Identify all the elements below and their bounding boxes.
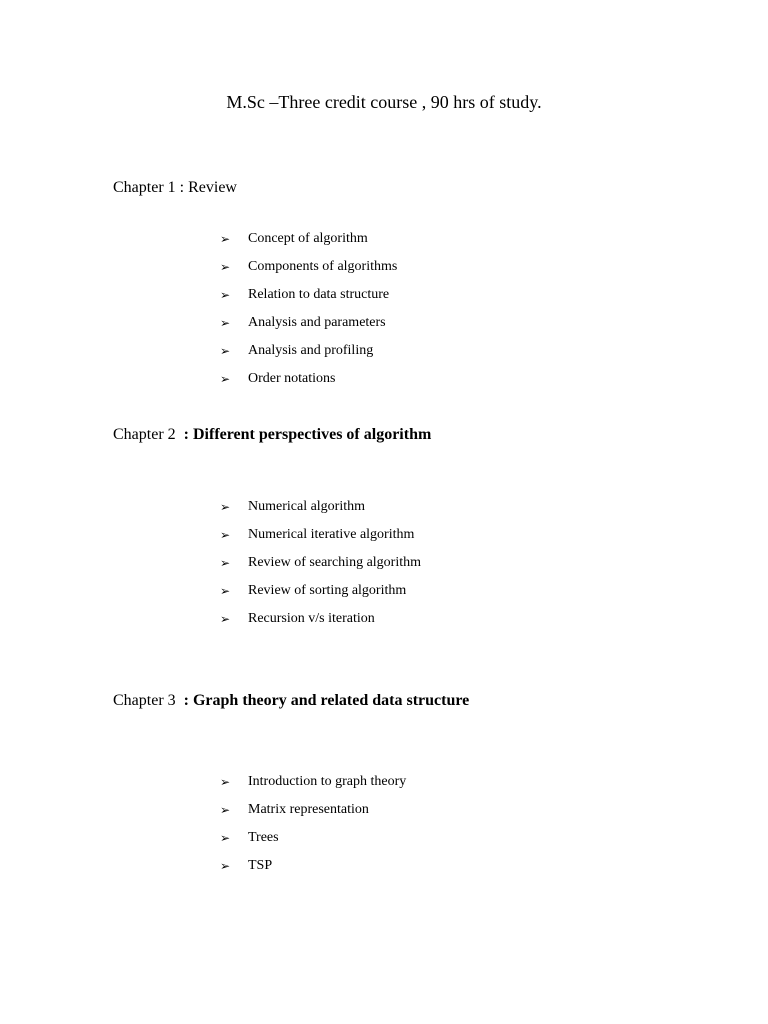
arrow-bullet-icon: ➢ [220, 260, 231, 274]
topic-label: Recursion v/s iteration [248, 611, 375, 626]
topic-label: Analysis and profiling [248, 343, 374, 358]
topic-label: Relation to data structure [248, 287, 390, 302]
arrow-bullet-icon: ➢ [220, 500, 231, 514]
chapter-2-separator: : [175, 426, 193, 443]
chapter-1-separator: : [175, 179, 189, 196]
chapter-1-heading [113, 177, 237, 199]
list-item [220, 341, 397, 369]
topic-label: Review of sorting algorithm [248, 583, 407, 598]
list-item [220, 369, 397, 397]
list-item [220, 525, 421, 553]
list-item [220, 828, 406, 856]
arrow-bullet-icon: ➢ [220, 859, 231, 873]
topic-label: Components of algorithms [248, 259, 398, 274]
chapter-2-number: Chapter 2 [113, 426, 176, 443]
list-item [220, 257, 397, 285]
arrow-bullet-icon: ➢ [220, 775, 231, 789]
list-item [220, 609, 421, 637]
arrow-bullet-icon: ➢ [220, 316, 231, 330]
chapter-1-number: Chapter 1 [113, 179, 176, 196]
topic-label: Review of searching algorithm [248, 555, 422, 570]
arrow-bullet-icon: ➢ [220, 556, 231, 570]
arrow-bullet-icon: ➢ [220, 612, 231, 626]
list-item [220, 772, 406, 800]
topic-label: TSP [248, 858, 273, 873]
arrow-bullet-icon: ➢ [220, 584, 231, 598]
list-item [220, 581, 421, 609]
list-item [220, 856, 406, 884]
chapter-2-topic-list [220, 497, 421, 637]
topic-label: Concept of algorithm [248, 231, 368, 246]
chapter-3-separator: : [175, 692, 193, 709]
chapter-2-name: Different perspectives of algorithm [192, 426, 432, 443]
list-item [220, 800, 406, 828]
arrow-bullet-icon: ➢ [220, 232, 231, 246]
topic-label: Matrix representation [248, 802, 369, 817]
list-item [220, 497, 421, 525]
arrow-bullet-icon: ➢ [220, 288, 231, 302]
topic-label: Introduction to graph theory [248, 774, 407, 789]
chapter-3-number: Chapter 3 [113, 692, 176, 709]
arrow-bullet-icon: ➢ [220, 528, 231, 542]
chapter-3-name: Graph theory and related data structure [192, 692, 470, 709]
topic-label: Numerical iterative algorithm [248, 527, 415, 542]
list-item [220, 229, 397, 257]
page-title: M.Sc –Three credit course , 90 hrs of study. [226, 92, 542, 112]
list-item [220, 553, 421, 581]
topic-label: Analysis and parameters [248, 315, 386, 330]
chapter-2-heading [113, 424, 431, 446]
topic-label: Order notations [248, 371, 336, 386]
list-item [220, 285, 397, 313]
chapter-3-heading [113, 690, 469, 712]
arrow-bullet-icon: ➢ [220, 831, 231, 845]
chapter-3-topic-list [220, 772, 406, 884]
list-item [220, 313, 397, 341]
topic-label: Numerical algorithm [248, 499, 366, 514]
arrow-bullet-icon: ➢ [220, 372, 231, 386]
topic-label: Trees [248, 830, 279, 845]
arrow-bullet-icon: ➢ [220, 803, 231, 817]
chapter-1-topic-list [220, 229, 397, 397]
chapter-1-name: Review [188, 179, 237, 196]
arrow-bullet-icon: ➢ [220, 344, 231, 358]
